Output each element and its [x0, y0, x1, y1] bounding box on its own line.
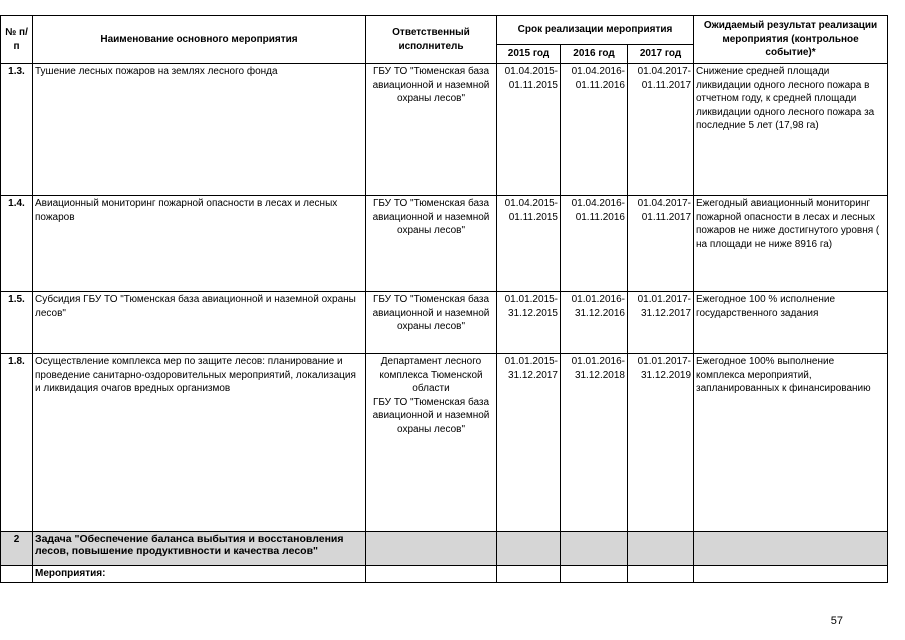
expected-result: Ежегодное 100% выполнение комплекса мероприятий, запланированных к финансированию	[694, 354, 888, 532]
page-number: 57	[830, 615, 843, 627]
task-name: Задача "Обеспечение баланса выбытия и восстановления лесов, повышение продуктивности и качества лесов"	[33, 532, 366, 566]
responsible-line: охраны лесов"	[397, 423, 465, 435]
period-end: 01.11.2017	[641, 79, 692, 91]
responsible-line: Департамент лесного	[380, 356, 482, 367]
responsible-executor	[366, 196, 497, 292]
responsible-line: ГБУ ТО "Тюменская база	[372, 294, 490, 305]
table-row	[1, 354, 888, 532]
responsible-line: охраны лесов"	[397, 321, 465, 332]
row-num: 1.4.	[1, 196, 33, 292]
responsible-line: ГБУ ТО "Тюменская база	[372, 396, 490, 408]
period-2016	[561, 64, 628, 196]
period-2017	[628, 354, 694, 532]
period-end: 01.11.2017	[641, 211, 692, 223]
row-num: 1.3.	[1, 64, 33, 196]
activity-name: Авиационный мониторинг пожарной опасности в лесах и лесных пожаров	[33, 196, 366, 292]
activity-name: Тушение лесных пожаров на землях лесного фонда	[33, 64, 366, 196]
period-end: 31.12.2016	[574, 307, 625, 319]
responsible-line: ГБУ ТО "Тюменская база	[372, 66, 490, 77]
period-2015	[497, 354, 561, 532]
table-body	[1, 64, 888, 583]
header-year-2015: 2015 год	[497, 45, 561, 64]
header-year-2017: 2017 год	[628, 45, 694, 64]
period-end: 31.12.2017	[640, 307, 692, 319]
period-2016	[561, 354, 628, 532]
table-row	[1, 196, 888, 292]
measures-label: Мероприятия:	[33, 566, 366, 583]
measures-row	[1, 566, 888, 583]
period-start: 01.04.2015-	[504, 66, 558, 77]
responsible-line: авиационной и наземной	[372, 307, 490, 319]
responsible-executor	[366, 64, 497, 196]
period-2015	[497, 196, 561, 292]
period-start: 01.01.2017-	[637, 294, 692, 305]
period-2016	[561, 292, 628, 354]
activities-table	[0, 15, 888, 583]
responsible-executor	[366, 354, 497, 532]
period-end: 31.12.2015	[507, 307, 558, 319]
period-2015	[497, 292, 561, 354]
period-start: 01.04.2016-	[571, 66, 625, 77]
task-num: 2	[1, 532, 33, 566]
responsible-line: авиационной и наземной	[372, 211, 490, 223]
header-result	[694, 16, 888, 64]
responsible-line: охраны лесов"	[397, 93, 465, 104]
period-2017	[628, 64, 694, 196]
period-2015	[497, 64, 561, 196]
period-2017	[628, 292, 694, 354]
period-end: 31.12.2017	[507, 369, 558, 381]
period-start: 01.01.2016-	[571, 356, 625, 367]
table-row	[1, 292, 888, 354]
period-start: 01.04.2015-	[504, 198, 558, 209]
header-result-line2: мероприятия (контрольное событие)*	[722, 33, 859, 59]
header-responsible-line1: Ответственный	[392, 27, 470, 38]
period-2017	[628, 196, 694, 292]
period-start: 01.01.2015-	[504, 294, 558, 305]
row-num: 1.8.	[1, 354, 33, 532]
responsible-line: охраны лесов"	[397, 225, 465, 236]
period-2016	[561, 196, 628, 292]
responsible-executor	[366, 292, 497, 354]
header-responsible-line2: исполнитель	[398, 40, 464, 52]
period-start: 01.01.2015-	[504, 356, 558, 367]
responsible-line: авиационной и наземной	[372, 410, 490, 421]
header-name: Наименование основного мероприятия	[33, 16, 366, 64]
period-end: 01.11.2015	[508, 79, 558, 91]
table-row	[1, 64, 888, 196]
header-responsible	[366, 16, 497, 64]
responsible-line: авиационной и наземной	[372, 79, 490, 91]
period-end: 31.12.2018	[574, 369, 625, 381]
expected-result: Ежегодное 100 % исполнение государственного задания	[694, 292, 888, 354]
row-num: 1.5.	[1, 292, 33, 354]
responsible-line: области	[412, 383, 450, 394]
header-num: № п/п	[1, 16, 33, 64]
period-start: 01.04.2017-	[637, 198, 692, 209]
activity-name: Субсидия ГБУ ТО "Тюменская база авиационной и наземной охраны лесов"	[33, 292, 366, 354]
period-start: 01.04.2017-	[637, 66, 692, 77]
responsible-line: ГБУ ТО "Тюменская база	[372, 198, 490, 209]
period-start: 01.01.2016-	[571, 294, 625, 305]
period-start: 01.01.2017-	[637, 356, 692, 367]
expected-result: Снижение средней площади ликвидации одного лесного пожара в отчетном году, к средней площади ликвидации одного лесного пожара за последние 5 лет (17,98 га)	[694, 64, 888, 196]
expected-result: Ежегодный авиационный мониторинг пожарной опасности в лесах и лесных пожаров не ниже достигнутого уровня ( на площади не ниже 8916 га)	[694, 196, 888, 292]
activity-name: Осуществление комплекса мер по защите лесов: планирование и проведение санитарно-оздоровительных мероприятий, локализация и ликвидация очагов вредных организмов	[33, 354, 366, 532]
responsible-line: комплекса Тюменской	[379, 369, 483, 381]
period-end: 01.11.2016	[575, 79, 625, 91]
header-result-line1: Ожидаемый результат реализации	[703, 20, 878, 32]
header-period: Срок реализации мероприятия	[497, 16, 694, 45]
table-header	[1, 16, 888, 64]
period-end: 31.12.2019	[640, 369, 692, 381]
period-end: 01.11.2015	[508, 211, 558, 223]
period-end: 01.11.2016	[575, 211, 625, 223]
header-year-2016: 2016 год	[561, 45, 628, 64]
period-start: 01.04.2016-	[571, 198, 625, 209]
task-row	[1, 532, 888, 566]
